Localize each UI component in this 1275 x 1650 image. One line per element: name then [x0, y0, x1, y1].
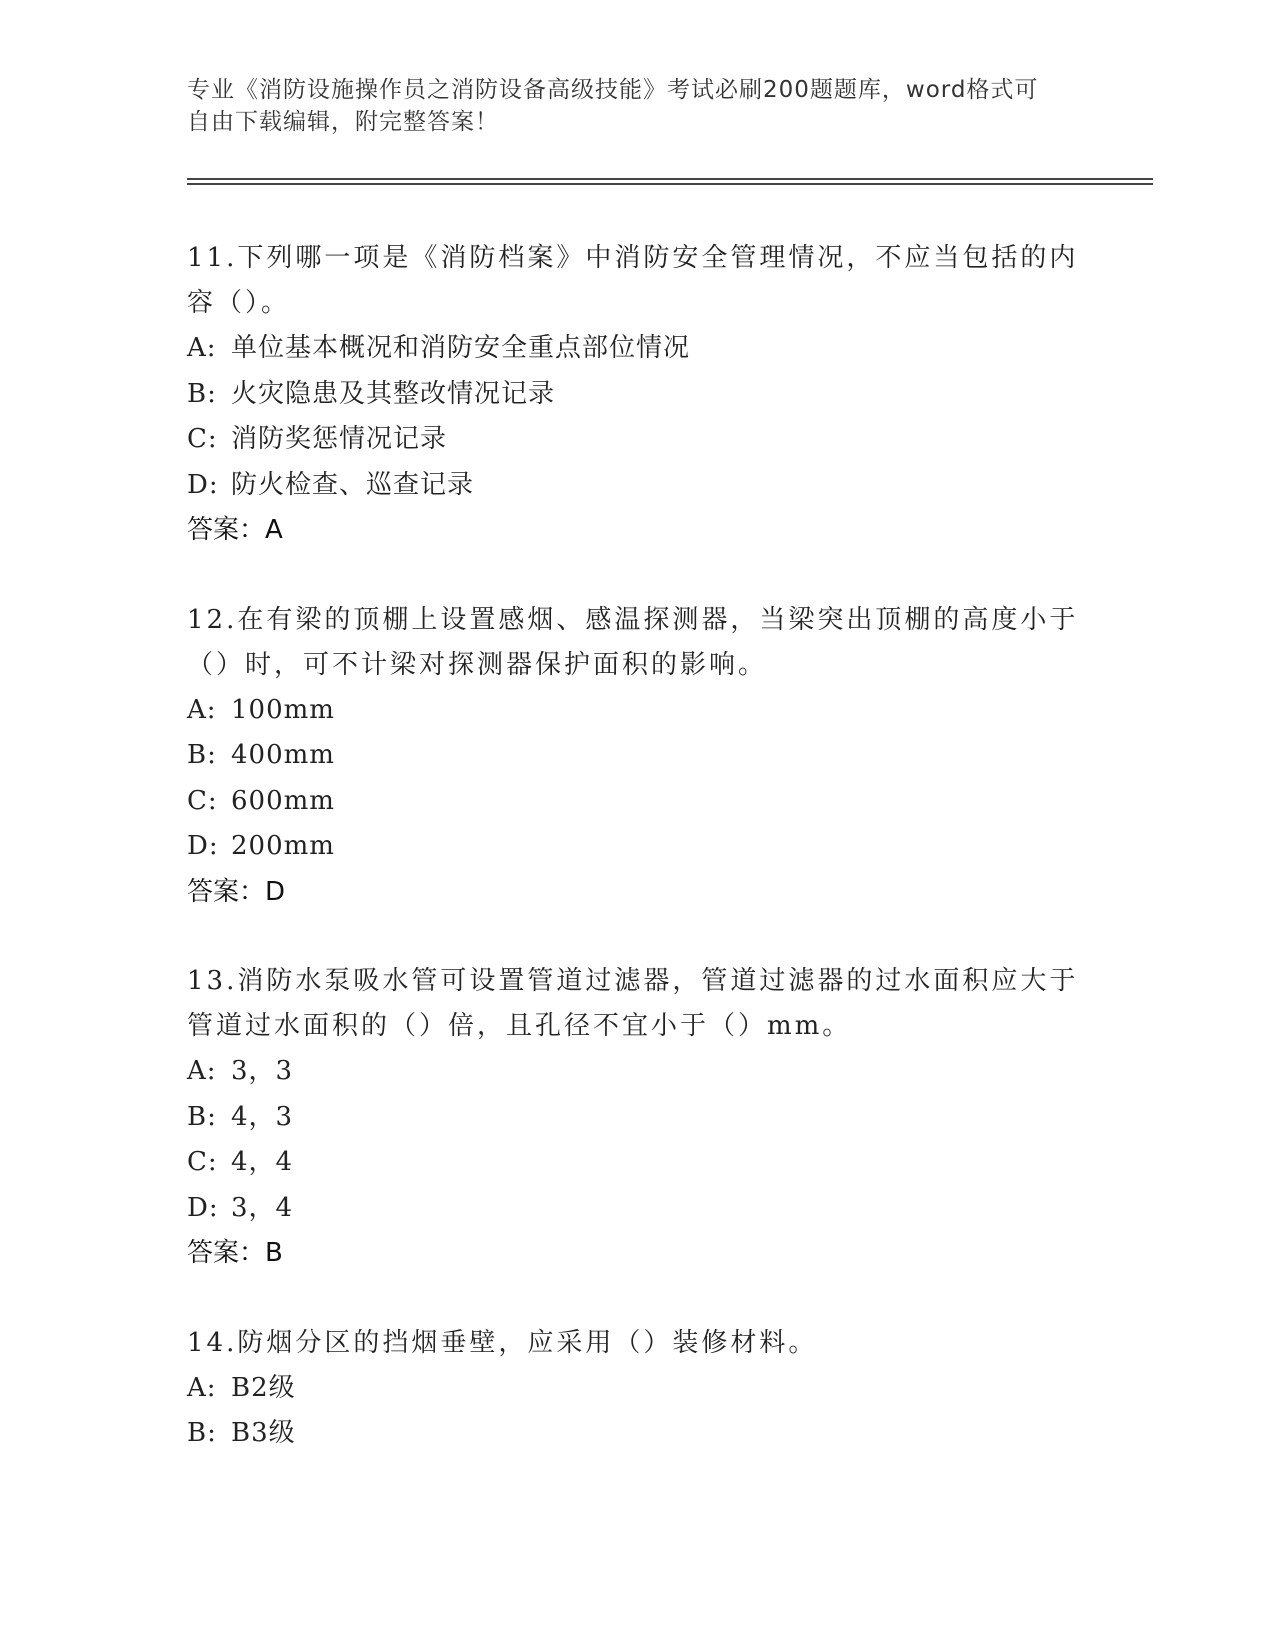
option-text: 100mm — [231, 694, 335, 725]
question-text: 12.在有梁的顶棚上设置感烟、感温探测器，当梁突出顶棚的高度小于（）时，可不计梁对探测器保护面积的影响。 — [187, 604, 1079, 680]
answer: 答案：A — [187, 515, 283, 545]
header-line-1: 专业《消防设施操作员之消防设备高级技能》考试必刷200题题库，word格式可 — [187, 77, 1039, 103]
option-key: D: — [187, 831, 219, 861]
option-c — [187, 417, 1087, 463]
question-11 — [187, 236, 1087, 554]
option-d — [187, 463, 1087, 509]
option-a — [187, 1049, 1087, 1095]
option-text: B2级 — [231, 1372, 296, 1403]
option-key: B: — [187, 1418, 217, 1448]
option-text: 600mm — [231, 785, 335, 816]
option-key: C: — [187, 1147, 218, 1177]
option-text: 4，3 — [231, 1101, 294, 1132]
option-text: 4，4 — [231, 1147, 294, 1177]
option-text: 消防奖惩情况记录 — [231, 424, 448, 454]
option-c — [187, 779, 1087, 825]
option-key: D: — [187, 469, 219, 500]
header-line-2: 自由下载编辑，附完整答案！ — [187, 109, 499, 135]
option-text: 200mm — [231, 831, 335, 861]
option-text: B3级 — [231, 1418, 296, 1448]
option-text: 400mm — [231, 740, 335, 770]
question-12 — [187, 598, 1087, 916]
question-text: 13.消防水泵吸水管可设置管道过滤器，管道过滤器的过水面积应大于管道过水面积的（）倍，且孔径不宜小于（）mm。 — [187, 966, 1079, 1041]
option-b — [187, 733, 1087, 779]
option-text: 防火检查、巡查记录 — [231, 469, 475, 500]
option-text: 3，4 — [231, 1192, 294, 1223]
option-key: C: — [187, 785, 218, 816]
option-key: B: — [187, 740, 217, 770]
option-key: A: — [187, 1056, 217, 1086]
header-divider-top — [187, 178, 1153, 180]
option-text: 火灾隐患及其整改情况记录 — [231, 378, 556, 409]
option-key: B: — [187, 1101, 217, 1132]
option-a — [187, 326, 1087, 372]
option-d — [187, 1186, 1087, 1232]
answer: 答案：B — [187, 1238, 283, 1268]
option-key: A: — [187, 333, 217, 363]
option-key: A: — [187, 1372, 217, 1403]
header-divider-bottom — [187, 183, 1153, 185]
option-a — [187, 1366, 1087, 1412]
option-text: 单位基本概况和消防安全重点部位情况 — [231, 333, 691, 363]
question-13 — [187, 959, 1087, 1277]
option-key: D: — [187, 1192, 219, 1223]
option-c — [187, 1140, 1087, 1186]
question-text: 14.防烟分区的挡烟垂壁，应采用（）装修材料。 — [187, 1327, 818, 1358]
question-14 — [187, 1321, 1087, 1457]
option-b — [187, 1095, 1087, 1141]
question-text: 11.下列哪一项是《消防档案》中消防安全管理情况，不应当包括的内容（）。 — [187, 243, 1079, 318]
option-key: C: — [187, 424, 218, 454]
option-d — [187, 824, 1087, 870]
question-list — [187, 236, 1087, 1501]
option-key: B: — [187, 378, 217, 409]
option-text: 3，3 — [231, 1056, 294, 1086]
option-b — [187, 1411, 1087, 1457]
option-key: A: — [187, 694, 217, 725]
option-a — [187, 688, 1087, 734]
option-b — [187, 372, 1087, 418]
answer: 答案：D — [187, 876, 286, 907]
document-header — [187, 74, 1067, 138]
